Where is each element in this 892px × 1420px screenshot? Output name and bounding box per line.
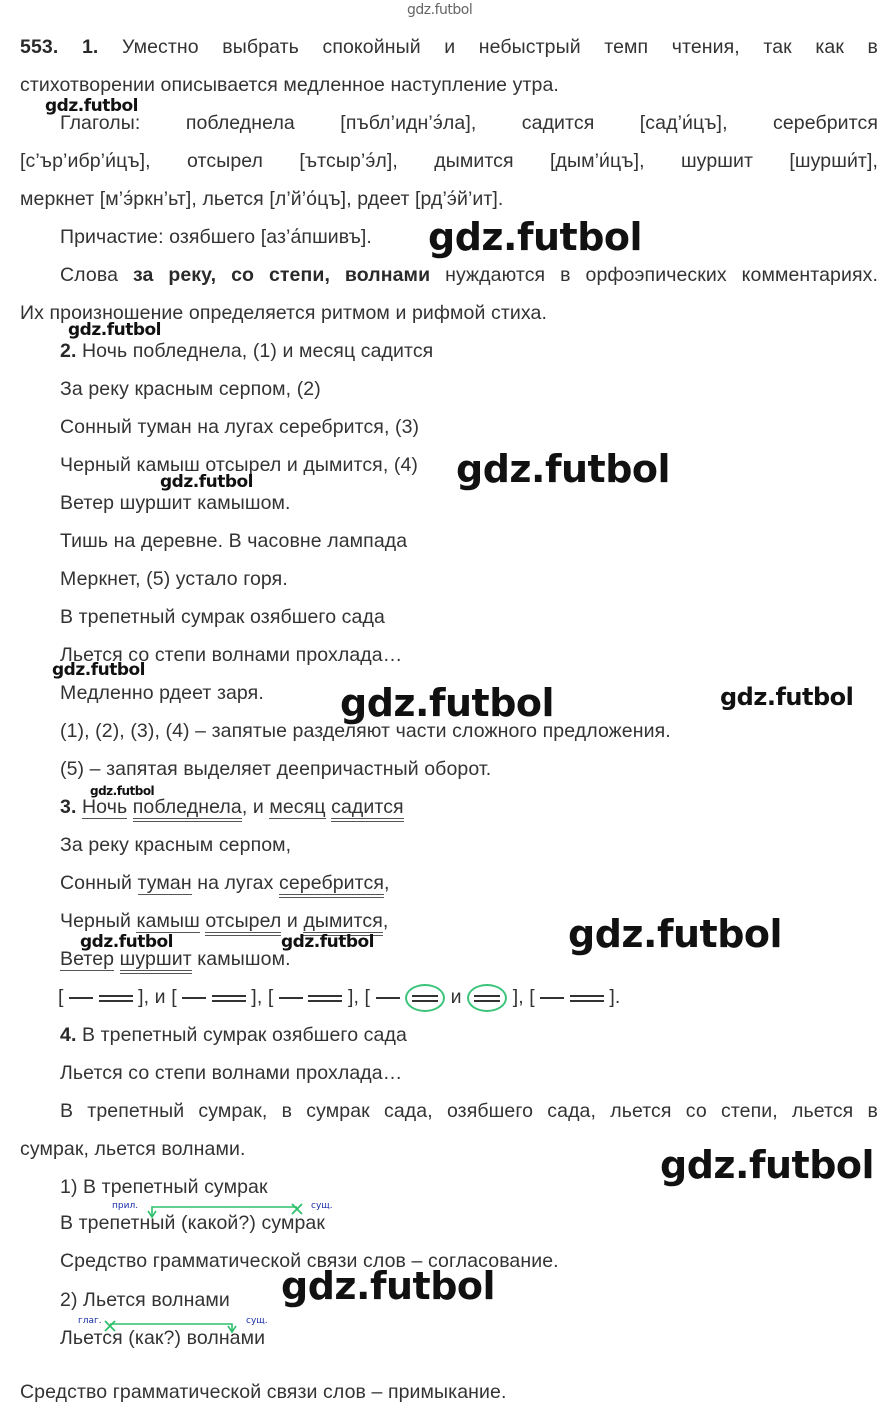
p4-text: В трепетный сумрак озябшего сада: [82, 1024, 407, 1046]
tag-noun: сущ.: [311, 1201, 333, 1211]
watermark: gdz.futbol: [45, 96, 138, 116]
parse-line-2: За реку красным серпом,: [60, 834, 292, 856]
words-line-1: [60, 263, 878, 287]
item-number-4: 4.: [60, 1024, 77, 1046]
scheme-part-5: [ ].: [529, 986, 621, 1009]
parse-text: ,: [383, 872, 390, 894]
scheme-part-3: [ ]: [267, 986, 354, 1009]
parse-text: камышом.: [191, 948, 291, 970]
poem-line-3: Сонный туман на лугах серебрится, (3): [60, 416, 420, 438]
phrase-2-question: Льется (как?) волнами: [60, 1327, 266, 1349]
tag-adjective: прил.: [112, 1201, 139, 1211]
item-number-3: 3.: [60, 796, 77, 818]
predicate-word: серебрится: [279, 872, 384, 898]
p4-line-1: [60, 1023, 407, 1047]
predicate-mark: [570, 995, 604, 1002]
words-pre: Слова: [60, 264, 133, 286]
p4-line-2: Льется со степи волнами прохлада…: [60, 1062, 403, 1084]
phrase-2-title: 2) Льется волнами: [60, 1289, 230, 1311]
predicate-word: садится: [331, 796, 404, 822]
task-1-line-1: [20, 35, 878, 59]
predicate-mark: [308, 995, 342, 1002]
phrase-1-result: Средство грамматической связи слов – согласование.: [60, 1250, 559, 1272]
scheme-conj: и: [450, 986, 462, 1009]
watermark-top: gdz.futbol: [407, 2, 473, 18]
verbs-line-2: [с’ър’ибр’и́цъ], отсырел [ътсыр’э́л], дымится [дым’и́цъ], шуршит [шурши́т],: [20, 150, 878, 172]
poem-line-1: [60, 339, 433, 363]
watermark: gdz.futbol: [80, 932, 173, 952]
watermark: gdz.futbol: [90, 784, 155, 798]
watermark-large: gdz.futbol: [340, 681, 555, 725]
phrase-2-result: Средство грамматической связи слов – примыкание.: [20, 1381, 507, 1403]
subject-word: месяц: [269, 796, 326, 818]
watermark: gdz.futbol: [68, 320, 161, 340]
subject-mark: [376, 997, 400, 999]
p4-line-3: В трепетный сумрак, в сумрак сада, озябшего сада, льется со степи, льется в: [60, 1100, 878, 1122]
subject-mark: [540, 997, 564, 999]
parse-text: ,: [382, 910, 389, 932]
watermark-large: gdz.futbol: [428, 215, 643, 259]
predicate-mark: [99, 995, 133, 1002]
task-1-line-2: стихотворении описывается медленное наступление утра.: [20, 74, 559, 96]
parse-text: , и: [241, 796, 270, 818]
scheme-part-2: [ ]: [171, 986, 257, 1009]
subject-word: камыш: [136, 910, 200, 932]
predicate-word: шуршит: [120, 948, 192, 974]
predicate-word: дымится: [303, 910, 382, 936]
predicate-word: отсырел: [205, 910, 281, 936]
poem-line-text: Ночь побледнела, (1) и месяц садится: [82, 340, 434, 362]
parse-text: на лугах: [191, 872, 279, 894]
poem-line-5: Ветер шуршит камышом.: [60, 492, 291, 514]
predicate-word: побледнела: [133, 796, 242, 822]
parse-text: Черный: [60, 910, 137, 932]
watermark: gdz.futbol: [281, 932, 374, 952]
parse-text: и: [281, 910, 304, 932]
subject-word: Ветер: [60, 948, 115, 970]
item-number-2: 2.: [60, 340, 77, 362]
poem-line-7: Меркнет, (5) устало горя.: [60, 568, 288, 590]
words-post: нуждаются в орфоэпических комментариях.: [430, 264, 878, 286]
homogeneous-predicate-circle: [405, 984, 445, 1012]
tag-verb: глаг.: [78, 1316, 102, 1326]
predicate-mark: [212, 995, 246, 1002]
homogeneous-predicate-circle: [467, 984, 507, 1012]
watermark-large: gdz.futbol: [568, 912, 783, 956]
watermark: gdz.futbol: [720, 683, 854, 711]
comma-note-1: (1), (2), (3), (4) – запятые разделяют части сложного предложения.: [60, 720, 671, 742]
watermark: gdz.futbol: [160, 472, 253, 492]
sentence-scheme: [ ], и [ ], [ ], [ и ], [ ].: [58, 984, 620, 1012]
subject-mark: [69, 997, 93, 999]
comma-note-2: (5) – запятая выделяет деепричастный оборот.: [60, 758, 492, 780]
p4-line-4: сумрак, льется волнами.: [20, 1138, 246, 1160]
watermark-large: gdz.futbol: [281, 1264, 496, 1308]
phrase-1-title: 1) В трепетный сумрак: [60, 1176, 268, 1198]
subject-word: Ночь: [82, 796, 128, 818]
poem-line-9: Льется со степи волнами прохлада…: [60, 644, 403, 666]
task-1-text: Уместно выбрать спокойный и небыстрый темп чтения, так как в: [121, 36, 878, 58]
watermark: gdz.futbol: [52, 660, 145, 680]
parse-line-1: [60, 795, 404, 819]
parse-line-4: [60, 909, 388, 933]
scheme-end: ].: [609, 986, 621, 1009]
words-bold: за реку, со степи, волнами: [132, 264, 431, 286]
scheme-part-1: [ ]: [58, 986, 144, 1009]
subject-mark: [279, 997, 303, 999]
item-number-1: 1.: [81, 36, 99, 58]
scheme-conj: и: [154, 986, 166, 1009]
words-line-2: Их произношение определяется ритмом и рифмой стиха.: [20, 302, 547, 324]
verbs-line-3: меркнет [м’э́ркн’ьт], льется [л’й’о́цъ], рдеет [рд’э́й’ит].: [20, 188, 504, 210]
watermark-large: gdz.futbol: [660, 1143, 875, 1187]
poem-line-10: Медленно рдеет заря.: [60, 682, 264, 704]
poem-line-6: Тишь на деревне. В часовне лампада: [60, 530, 408, 552]
participle-line: Причастие: озябшего [аз’а́пшивъ].: [60, 226, 372, 248]
subject-word: туман: [137, 872, 192, 894]
watermark-large: gdz.futbol: [456, 447, 671, 491]
tag-noun-2: сущ.: [246, 1316, 268, 1326]
scheme-part-4: [ и ]: [365, 986, 519, 1008]
predicate-mark: [474, 995, 500, 1002]
subject-mark: [182, 997, 206, 999]
phrase-1-question: В трепетный (какой?) сумрак: [60, 1212, 325, 1234]
verbs-line-1: Глаголы: побледнела [пъбл’идн’э́ла], садится [сад’и́цъ], серебрится: [60, 112, 878, 134]
poem-line-2: За реку красным серпом, (2): [60, 378, 321, 400]
exercise-number: 553.: [20, 36, 59, 58]
parse-text: Сонный: [60, 872, 138, 894]
poem-line-8: В трепетный сумрак озябшего сада: [60, 606, 385, 628]
parse-line-3: [60, 871, 390, 895]
poem-line-4: Черный камыш отсырел и дымится, (4): [60, 454, 418, 476]
predicate-mark: [412, 995, 438, 1002]
